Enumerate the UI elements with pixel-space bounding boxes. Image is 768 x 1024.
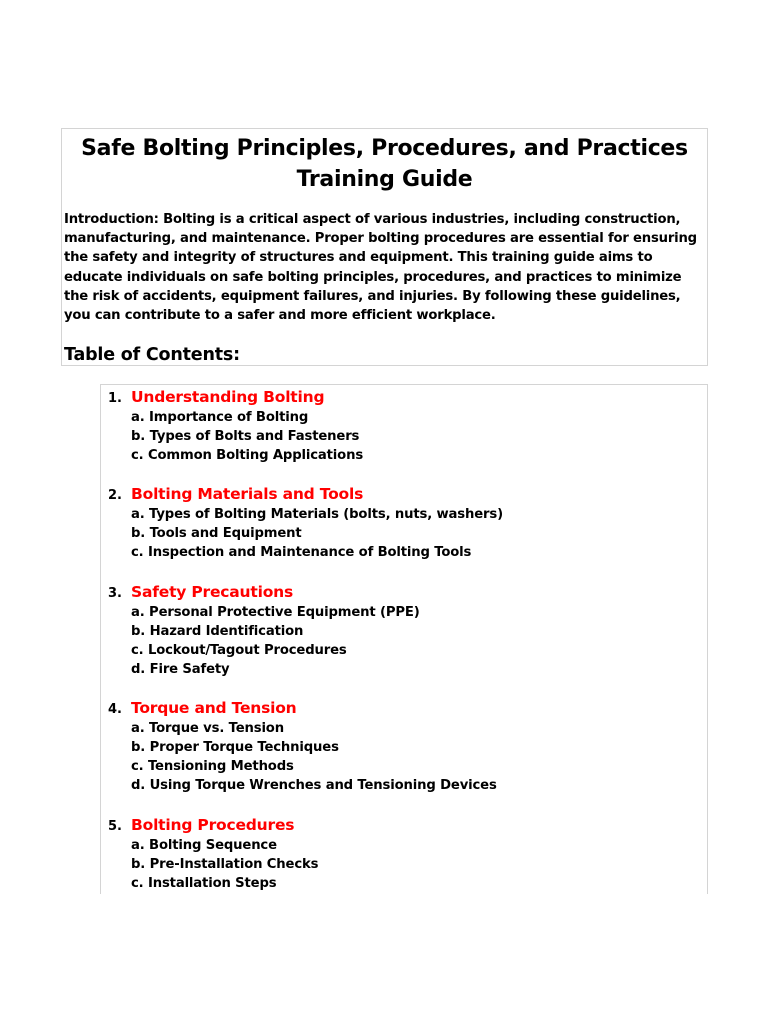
toc-section-header [108, 697, 698, 719]
toc-section-header [108, 814, 698, 836]
toc-subitem: b. Types of Bolts and Fasteners [131, 429, 360, 444]
toc-section-understanding-bolting [108, 386, 698, 465]
toc-section-header [108, 581, 698, 603]
toc-subitem: a. Bolting Sequence [131, 838, 277, 853]
toc-section-header [108, 483, 698, 505]
toc-section-bolting-procedures [108, 814, 698, 893]
toc-section-title: Bolting Procedures [131, 816, 295, 834]
toc-section-number: 5. [108, 819, 122, 834]
toc-subitem: b. Hazard Identification [131, 624, 304, 639]
toc-subitem: c. Inspection and Maintenance of Bolting Tools [131, 545, 472, 560]
toc-section-bolting-materials-tools [108, 483, 698, 562]
toc-section-number: 3. [108, 586, 122, 601]
toc-subitem: d. Using Torque Wrenches and Tensioning Devices [131, 778, 497, 793]
toc-subitem: c. Tensioning Methods [131, 759, 294, 774]
toc-subitem: a. Torque vs. Tension [131, 721, 284, 736]
toc-section-number: 1. [108, 391, 122, 406]
introduction-paragraph: Introduction: Bolting is a critical aspect of various industries, including construction, manufacturing, and maintenance. Proper bolting procedures are essential for ensuring the safety and integrity of structures and equipment. This training guide aims to educate individuals on safe bolting principles, procedures, and practices to minimize the risk of accidents, equipment failures, and injuries. By following these guidelines, you can contribute to a safer and more efficient workplace. [64, 212, 697, 324]
toc-subitem: b. Tools and Equipment [131, 526, 302, 541]
toc-subitem: d. Fire Safety [131, 662, 230, 677]
toc-subitem: c. Installation Steps [131, 876, 277, 891]
toc-subitem: c. Lockout/Tagout Procedures [131, 643, 347, 658]
toc-section-title: Safety Precautions [131, 583, 294, 601]
toc-section-title: Bolting Materials and Tools [131, 485, 364, 503]
toc-section-safety-precautions [108, 581, 698, 679]
toc-subitem: c. Common Bolting Applications [131, 448, 364, 463]
toc-section-header [108, 386, 698, 408]
toc-section-title: Torque and Tension [131, 699, 297, 717]
toc-section-torque-tension [108, 697, 698, 795]
toc-subitem: a. Types of Bolting Materials (bolts, nuts, washers) [131, 507, 503, 522]
toc-section-number: 4. [108, 702, 122, 717]
document-title: Safe Bolting Principles, Procedures, and Practices Training Guide [81, 136, 688, 192]
toc-subitem: b. Pre-Installation Checks [131, 857, 319, 872]
toc-heading: Table of Contents: [64, 345, 240, 365]
toc-section-title: Understanding Bolting [131, 388, 325, 406]
toc-subitem: a. Personal Protective Equipment (PPE) [131, 605, 420, 620]
toc-subitem: a. Importance of Bolting [131, 410, 309, 425]
toc-section-number: 2. [108, 488, 122, 503]
toc-subitem: b. Proper Torque Techniques [131, 740, 339, 755]
